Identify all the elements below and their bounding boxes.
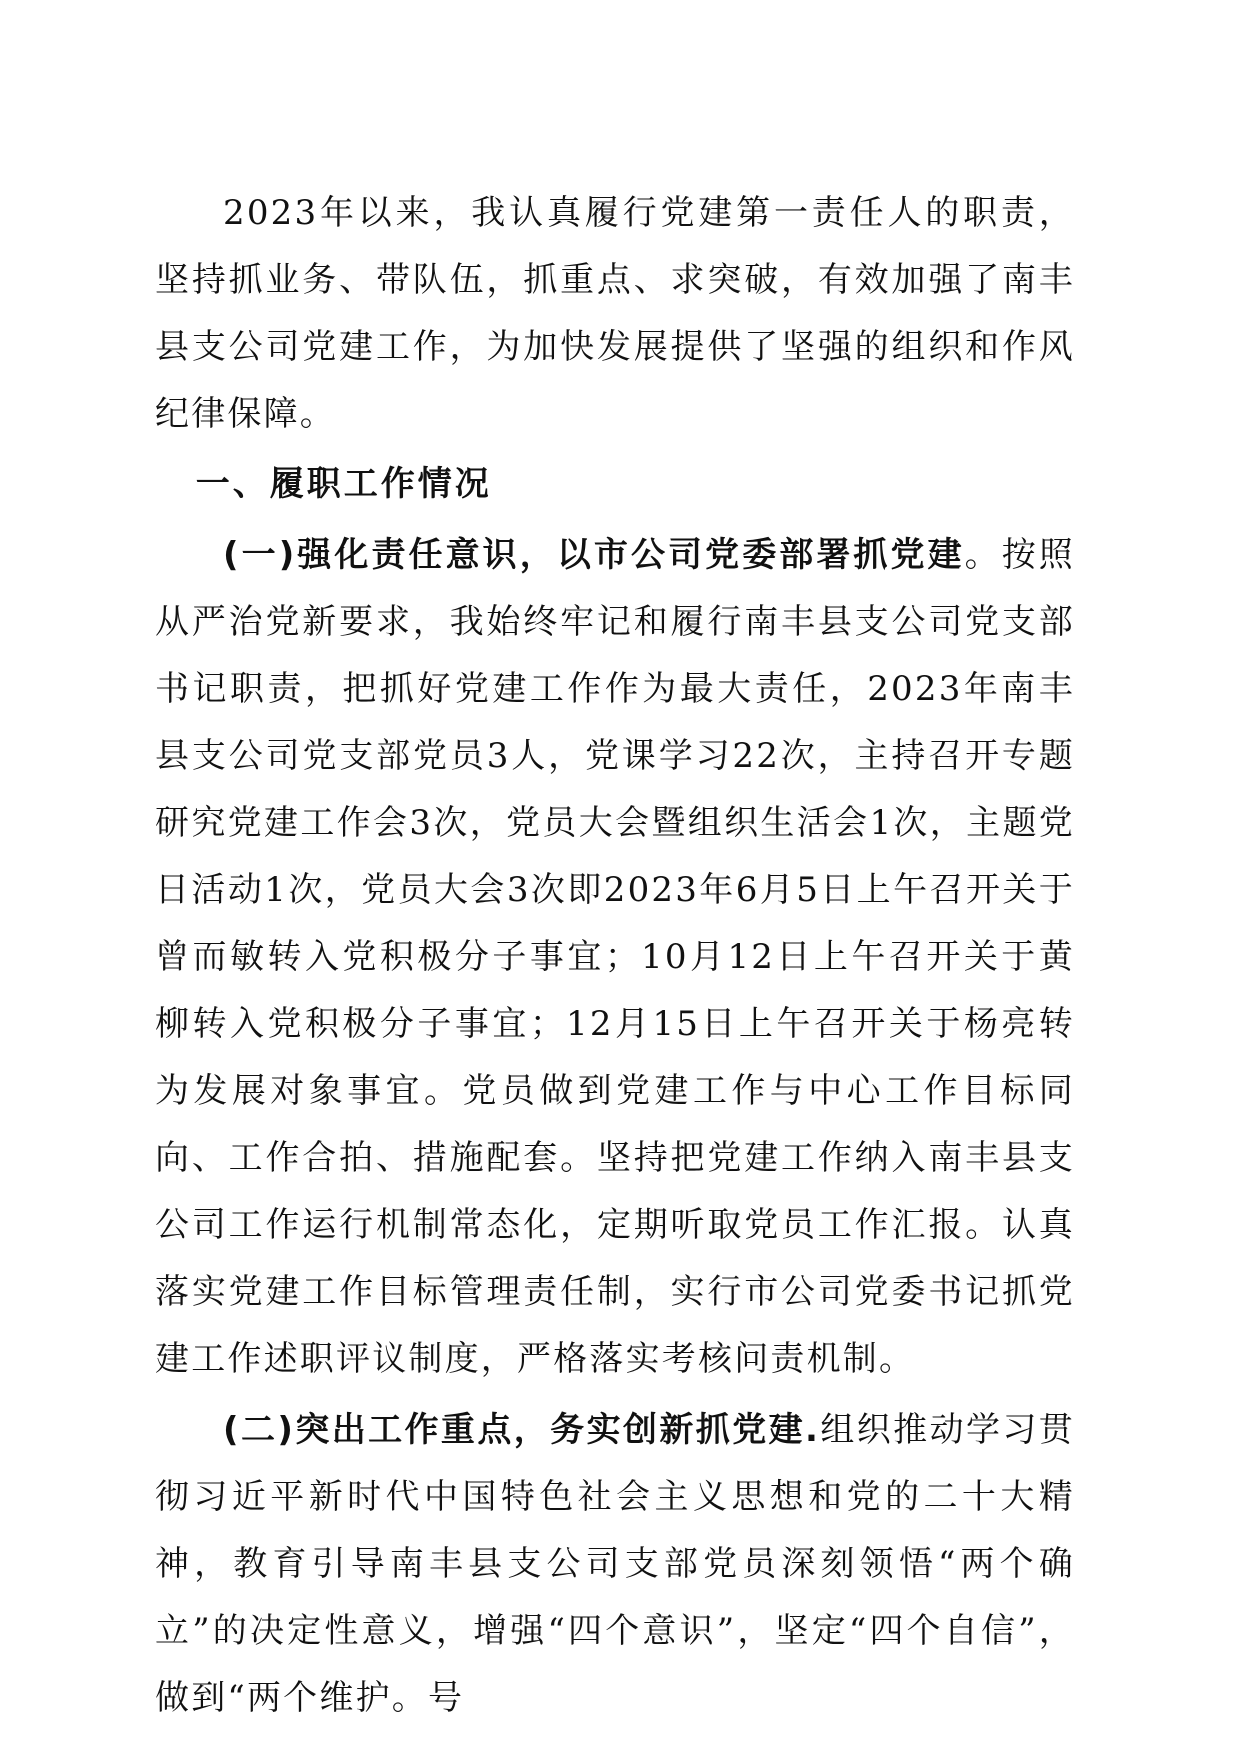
item-1-lead: (一)强化责任意识，以市公司党委部署抓党建 — [223, 535, 965, 575]
document-body — [155, 180, 1075, 1732]
item-2-body: 组织推动学习贯彻习近平新时代中国特色社会主义思想和党的二十大精神，教育引导南丰县支公司支部党员深刻领悟“两个确立”的决定性意义，增强“四个意识”，坚定“四个自信”，做到“两个维护。号 — [155, 1410, 1075, 1718]
item-1-paragraph — [155, 522, 1075, 1393]
section-heading: 一、履职工作情况 — [195, 464, 492, 504]
item-1-body: 。按照从严治党新要求，我始终牢记和履行南丰县支公司党支部书记职责，把抓好党建工作作为最大责任，2023年南丰县支公司党支部党员3人，党课学习22次，主持召开专题研究党建工作会3次，党员大会暨组织生活会1次，主题党日活动1次，党员大会3次即2023年6月5日上午召开关于曾而敏转入党积极分子事宜；10月12日上午召开关于黄柳转入党积极分子事宜；12月15日上午召开关于杨亮转为发展对象事宜。党员做到党建工作与中心工作目标同向、工作合拍、措施配套。坚持把党建工作纳入南丰县支公司工作运行机制常态化，定期听取党员工作汇报。认真落实党建工作目标管理责任制，实行市公司党委书记抓党建工作述职评议制度，严格落实考核问责机制。 — [155, 535, 1075, 1379]
item-2-lead: (二)突出工作重点，务实创新抓党建. — [223, 1410, 821, 1450]
item-2-paragraph — [155, 1397, 1075, 1732]
intro-paragraph: 2023年以来，我认真履行党建第一责任人的职责，坚持抓业务、带队伍，抓重点、求突破，有效加强了南丰县支公司党建工作，为加快发展提供了坚强的组织和作风纪律保障。 — [155, 193, 1075, 434]
